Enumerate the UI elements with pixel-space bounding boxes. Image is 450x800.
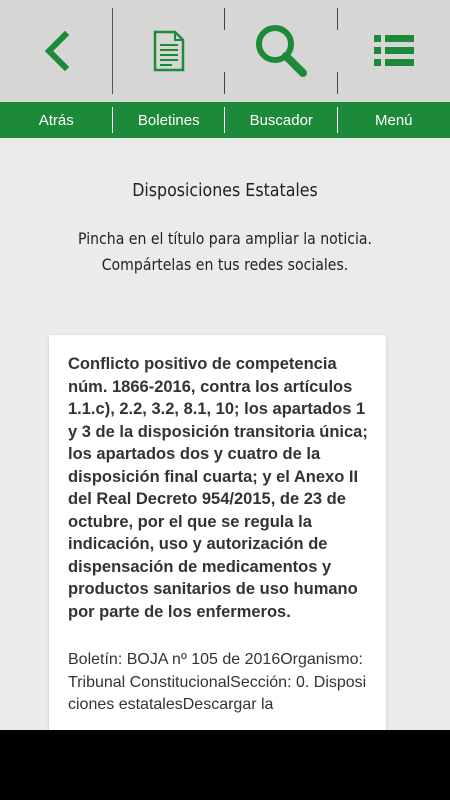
list-menu-icon: [374, 34, 414, 68]
back-button[interactable]: [0, 0, 113, 102]
nav-label-bar: [0, 102, 450, 138]
nav-label-menu[interactable]: [338, 102, 450, 138]
news-title-link[interactable]: Conflicto positivo de competencia núm. 1866-2016, contra los artículos 1.1.c), 2.2, 3.2, 8.1, 10; los apartados 1 y 3 de la disposición transitoria única; los apartados dos y cuatro de la disposición final cuarta; y el Anexo II del Real Decreto 954/2015, de 23 de octubre, por el que se regula la indicación, uso y autorización de dispensación de medicamentos y productos sanitarios de uso humano por parte de los enfermeros.: [68, 355, 368, 621]
search-icon: [253, 23, 309, 79]
nav-label-back[interactable]: [0, 102, 113, 138]
page-title: Disposiciones Estatales: [132, 180, 318, 201]
nav-label-search[interactable]: [225, 102, 338, 138]
news-meta: Boletín: BOJA nº 105 de 2016Organismo: Tribunal ConstitucionalSección: 0. Disposiciones estatalesDescargar la: [68, 651, 367, 713]
system-navigation-bar: [0, 730, 450, 800]
menu-button[interactable]: [338, 0, 450, 102]
news-card[interactable]: [49, 335, 386, 735]
nav-label: Menú: [374, 111, 413, 129]
back-arrow-icon: [41, 31, 71, 71]
subtitle-line: Compártelas en tus redes sociales.: [101, 255, 349, 274]
bulletins-button[interactable]: [113, 0, 226, 102]
nav-label-bulletins[interactable]: [113, 102, 226, 138]
page-subtitle: [27, 226, 423, 278]
top-toolbar: [0, 0, 450, 102]
nav-label: Boletines: [137, 111, 200, 129]
document-icon: [152, 30, 186, 72]
nav-label: Buscador: [249, 111, 313, 129]
subtitle-line: Pincha en el título para ampliar la noticia.: [78, 229, 372, 248]
main-content: [0, 138, 450, 730]
nav-label: Atrás: [38, 111, 74, 129]
search-button[interactable]: [225, 0, 338, 102]
